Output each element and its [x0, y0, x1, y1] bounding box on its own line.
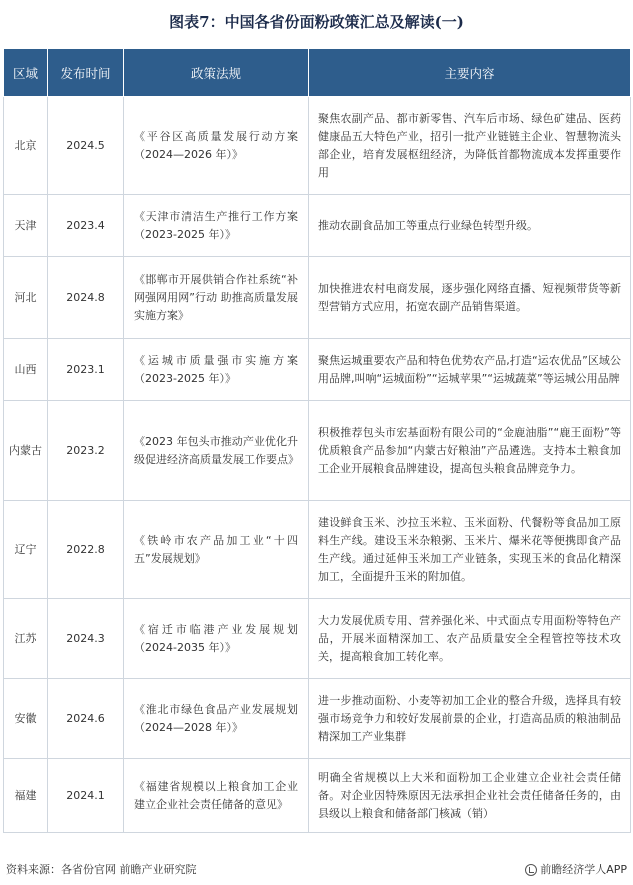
- table-row: [4, 257, 631, 339]
- header-date: 发布时间: [48, 49, 124, 97]
- cell-region: 江苏: [4, 599, 48, 679]
- table-row: [4, 599, 631, 679]
- cell-date: 2024.5: [48, 97, 124, 195]
- brand-credit: [525, 862, 627, 878]
- cell-policy: 《运城市质量强市实施方案（2023-2025 年）》: [124, 339, 309, 401]
- table-row: [4, 679, 631, 759]
- cell-date: 2024.6: [48, 679, 124, 759]
- cell-policy: 《铁岭市农产品加工业“十四五”发展规划》: [124, 501, 309, 599]
- cell-region: 辽宁: [4, 501, 48, 599]
- cell-policy: 《邯郸市开展供销合作社系统“补网强网用网”行动 助推高质量发展实施方案》: [124, 257, 309, 339]
- cell-date: 2024.8: [48, 257, 124, 339]
- cell-policy: 《淮北市绿色食品产业发展规划（2024—2028 年）》: [124, 679, 309, 759]
- cell-date: 2023.1: [48, 339, 124, 401]
- policy-table: [3, 48, 631, 833]
- cell-content: 聚焦农副产品、都市新零售、汽车后市场、绿色矿建品、医药健康品五大特色产业，招引一批产业链链主企业、智慧物流头部企业，培育发展枢纽经济，为降低首都物流成本发挥重要作用: [309, 97, 631, 195]
- table-row: [4, 401, 631, 501]
- source-note: 资料来源：各省份官网 前瞻产业研究院: [6, 863, 197, 876]
- cell-policy: 《2023 年包头市推动产业优化升级促进经济高质量发展工作要点》: [124, 401, 309, 501]
- page-title: 图表7：中国各省份面粉政策汇总及解读(一): [169, 13, 464, 31]
- table-row: [4, 97, 631, 195]
- cell-date: 2024.3: [48, 599, 124, 679]
- cell-content: 聚焦运城重要农产品和特色优势农产品,打造“运农优品”区域公用品牌,叫响“运城面粉”“运城苹果”“运城蔬菜”等运城公用品牌: [309, 339, 631, 401]
- cell-date: 2023.2: [48, 401, 124, 501]
- cell-date: 2022.8: [48, 501, 124, 599]
- cell-policy: 《福建省规模以上粮食加工企业建立企业社会责任储备的意见》: [124, 759, 309, 833]
- cell-region: 山西: [4, 339, 48, 401]
- brand-name: 前瞻经济学人APP: [540, 863, 627, 876]
- cell-policy: 《宿迁市临港产业发展规划（2024-2035 年）》: [124, 599, 309, 679]
- cell-date: 2023.4: [48, 195, 124, 257]
- table-header-row: [4, 49, 631, 97]
- qianzhan-logo-icon: [525, 864, 537, 876]
- header-content: 主要内容: [309, 49, 631, 97]
- cell-content: 明确全省规模以上大米和面粉加工企业建立企业社会责任储备。对企业因特殊原因无法承担企业社会责任储备任务的，由县级以上粮食和储备部门核减（销）: [309, 759, 631, 833]
- cell-region: 北京: [4, 97, 48, 195]
- cell-region: 安徽: [4, 679, 48, 759]
- table-row: [4, 339, 631, 401]
- table-row: [4, 759, 631, 833]
- cell-policy: 《天津市清洁生产推行工作方案（2023-2025 年）》: [124, 195, 309, 257]
- cell-date: 2024.1: [48, 759, 124, 833]
- cell-region: 天津: [4, 195, 48, 257]
- cell-content: 大力发展优质专用、营养强化米、中式面点专用面粉等特色产品，开展米面精深加工、农产品质量安全全程管控等技术攻关，提高粮食加工转化率。: [309, 599, 631, 679]
- cell-content: 建设鲜食玉米、沙拉玉米粒、玉米面粉、代餐粉等食品加工原料生产线。建设玉米杂粮粥、玉米片、爆米花等便携即食产品生产线。通过延伸玉米加工产业链条，实现玉米的食品化精深加工，全面提升玉米的附加值。: [309, 501, 631, 599]
- cell-policy: 《平谷区高质量发展行动方案（2024—2026 年）》: [124, 97, 309, 195]
- cell-region: 河北: [4, 257, 48, 339]
- table-row: [4, 501, 631, 599]
- table-body: [4, 97, 631, 833]
- cell-content: 积极推荐包头市宏基面粉有限公司的“金鹿油脂”“鹿王面粉”等优质粮食产品参加“内蒙古好粮油”产品遴选。支持本土粮食加工企业开展粮食品牌建设，提高包头粮食品牌竞争力。: [309, 401, 631, 501]
- cell-region: 内蒙古: [4, 401, 48, 501]
- header-region: 区域: [4, 49, 48, 97]
- cell-region: 福建: [4, 759, 48, 833]
- header-policy: 政策法规: [124, 49, 309, 97]
- cell-content: 进一步推动面粉、小麦等初加工企业的整合升级，选择具有较强市场竞争力和较好发展前景的企业，打造高品质的粮油制品精深加工产业集群: [309, 679, 631, 759]
- cell-content: 推动农副食品加工等重点行业绿色转型升级。: [309, 195, 631, 257]
- cell-content: 加快推进农村电商发展，逐步强化网络直播、短视频带货等新型营销方式应用，拓宽农副产品销售渠道。: [309, 257, 631, 339]
- table-row: [4, 195, 631, 257]
